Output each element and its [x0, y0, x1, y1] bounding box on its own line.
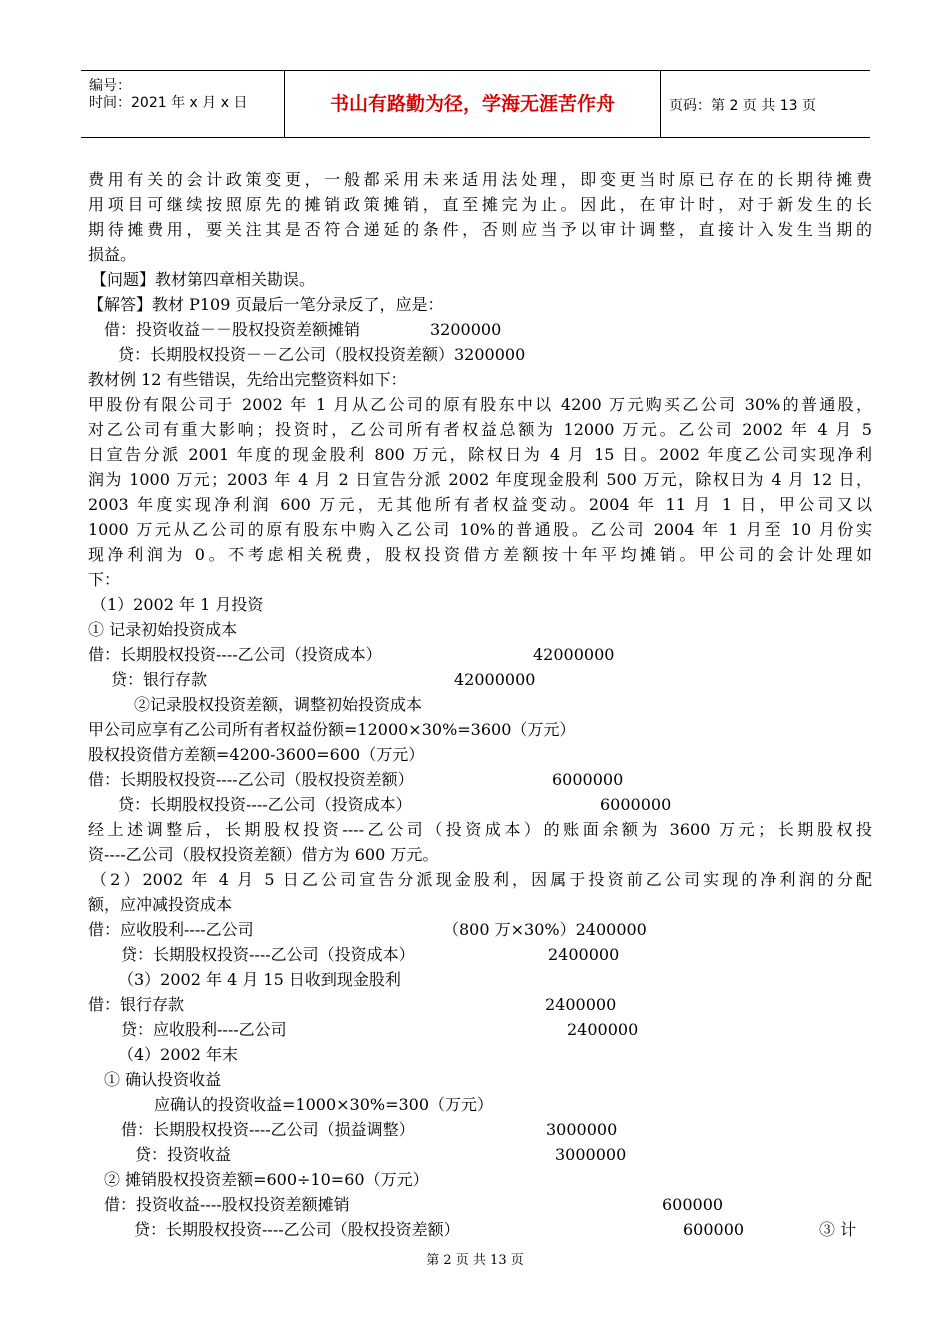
- paragraph-line: 1000 万元从乙公司的原有股东中购入乙公司 10%的普通股。乙公司 2004 年 1 月至 10 月份实: [88, 520, 872, 539]
- paragraph-line: 甲公司应享有乙公司所有者权益份额=12000×30%=3600（万元）: [88, 720, 576, 739]
- journal-debit: 借：长期股权投资----乙公司（投资成本）: [88, 645, 382, 664]
- answer-line: 【解答】教材 P109 页最后一笔分录反了，应是：: [88, 295, 444, 314]
- journal-debit: 借：投资收益－－股权投资差额摊销: [104, 320, 361, 339]
- journal-amount: 2400000: [548, 945, 620, 964]
- header-meta-cell: [81, 71, 285, 137]
- paragraph-line: 润为 1000 万元；2003 年 4 月 2 日宣告分派 2002 年度现金股利 500 万元，除权日为 4 月 12 日，: [88, 470, 872, 489]
- journal-debit: 借：长期股权投资----乙公司（股权投资差额）: [88, 770, 414, 789]
- paragraph-line: 费用有关的会计政策变更，一般都采用未来适用法处理，即变更当时原已存在的长期待摊费: [88, 170, 872, 189]
- journal-debit: 借：银行存款: [88, 995, 185, 1014]
- section-heading: （1）2002 年 1 月投资: [91, 595, 264, 614]
- journal-credit: 贷：长期股权投资----乙公司（投资成本）: [118, 795, 412, 814]
- paragraph-line: 甲股份有限公司于 2002 年 1 月从乙公司的原有股东中以 4200 万元购买乙公司 30%的普通股，: [88, 395, 872, 414]
- page-footer: 第 2 页 共 13 页: [426, 1253, 524, 1268]
- journal-amount: 42000000: [533, 645, 615, 664]
- journal-credit: 贷：长期股权投资----乙公司（股权投资差额）: [134, 1220, 460, 1239]
- paragraph-line: 2003 年度实现净利润 600 万元，无其他所有者权益变动。2004 年 11 月 1 日，甲公司又以: [88, 495, 872, 514]
- section-heading: （3）2002 年 4 月 15 日收到现金股利: [118, 970, 401, 989]
- journal-credit: 贷：应收股利----乙公司: [121, 1020, 287, 1039]
- journal-amount: 2400000: [567, 1020, 639, 1039]
- journal-amount: 6000000: [600, 795, 672, 814]
- step-heading: ② 摊销股权投资差额=600÷10=60（万元）: [104, 1170, 429, 1189]
- journal-amount: 2400000: [545, 995, 617, 1014]
- step-heading: ②记录股权投资差额，调整初始投资成本: [134, 695, 423, 714]
- paragraph-line: 对乙公司有重大影响；投资时，乙公司所有者权益总额为 12000 万元。乙公司 2002 年 4 月 5: [88, 420, 872, 439]
- header-motto: 书山有路勤为径，学海无涯苦作舟: [285, 71, 661, 137]
- journal-amount: 3000000: [555, 1145, 627, 1164]
- paragraph-line: 用项目可继续按照原先的摊销政策摊销，直至摊完为止。因此，在审计时，对于新发生的长: [88, 195, 872, 214]
- paragraph-line: 现净利润为 0。不考虑相关税费，股权投资借方差额按十年平均摊销。甲公司的会计处理如: [88, 545, 872, 564]
- step-heading: ① 确认投资收益: [104, 1070, 222, 1089]
- header-page-info: 页码：第 2 页 共 13 页: [669, 98, 816, 114]
- journal-debit: 借：长期股权投资----乙公司（损益调整）: [121, 1120, 415, 1139]
- paragraph-line: 期待摊费用，要关注其是否符合递延的条件，否则应当予以审计调整，直接计入发生当期的: [88, 220, 872, 239]
- journal-debit: 借：应收股利----乙公司: [88, 920, 254, 939]
- paragraph-line: 下：: [88, 570, 121, 589]
- journal-amount: 3200000: [430, 320, 502, 339]
- section-heading: （4）2002 年末: [118, 1045, 238, 1064]
- paragraph-line: 应确认的投资收益=1000×30%=300（万元）: [154, 1095, 494, 1114]
- journal-debit: 借：投资收益----股权投资差额摊销: [104, 1195, 350, 1214]
- paragraph-line: 教材例 12 有些错误，先给出完整资料如下：: [88, 370, 407, 389]
- journal-amount: 3000000: [546, 1120, 618, 1139]
- step-heading: ③ 计: [819, 1220, 857, 1239]
- journal-credit: 贷：长期股权投资----乙公司（投资成本）: [121, 945, 415, 964]
- section-heading: （2）2002 年 4 月 5 日乙公司宣告分派现金股利，因属于投资前乙公司实现的净利润的分配: [91, 870, 872, 889]
- journal-credit: 贷：投资收益: [135, 1145, 232, 1164]
- journal-amount: （800 万×30%）2400000: [443, 920, 647, 939]
- document-date: 时间：2021 年 x 月 x 日: [89, 95, 248, 111]
- journal-amount: 600000: [683, 1220, 745, 1239]
- paragraph-line: 额，应冲减投资成本: [88, 895, 233, 914]
- journal-amount: 600000: [662, 1195, 724, 1214]
- paragraph-line: 资----乙公司（股权投资差额）借方为 600 万元。: [88, 845, 439, 864]
- question-line: 【问题】教材第四章相关勘误。: [91, 270, 316, 289]
- journal-amount: 42000000: [454, 670, 536, 689]
- journal-credit: 贷：银行存款: [111, 670, 208, 689]
- paragraph-line: 损益。: [88, 245, 137, 264]
- journal-amount: 6000000: [552, 770, 624, 789]
- page-header: [81, 70, 870, 138]
- paragraph-line: 经上述调整后，长期股权投资----乙公司（投资成本）的账面余额为 3600 万元；长期股权投: [88, 820, 872, 839]
- document-number-label: 编号：: [89, 78, 131, 94]
- journal-credit: 贷：长期股权投资－－乙公司（股权投资差额）3200000: [118, 345, 526, 364]
- step-heading: ① 记录初始投资成本: [88, 620, 238, 639]
- paragraph-line: 日宣告分派 2001 年度的现金股利 800 万元，除权日为 4 月 15 日。2002 年度乙公司实现净利: [88, 445, 872, 464]
- paragraph-line: 股权投资借方差额=4200-3600=600（万元）: [88, 745, 425, 764]
